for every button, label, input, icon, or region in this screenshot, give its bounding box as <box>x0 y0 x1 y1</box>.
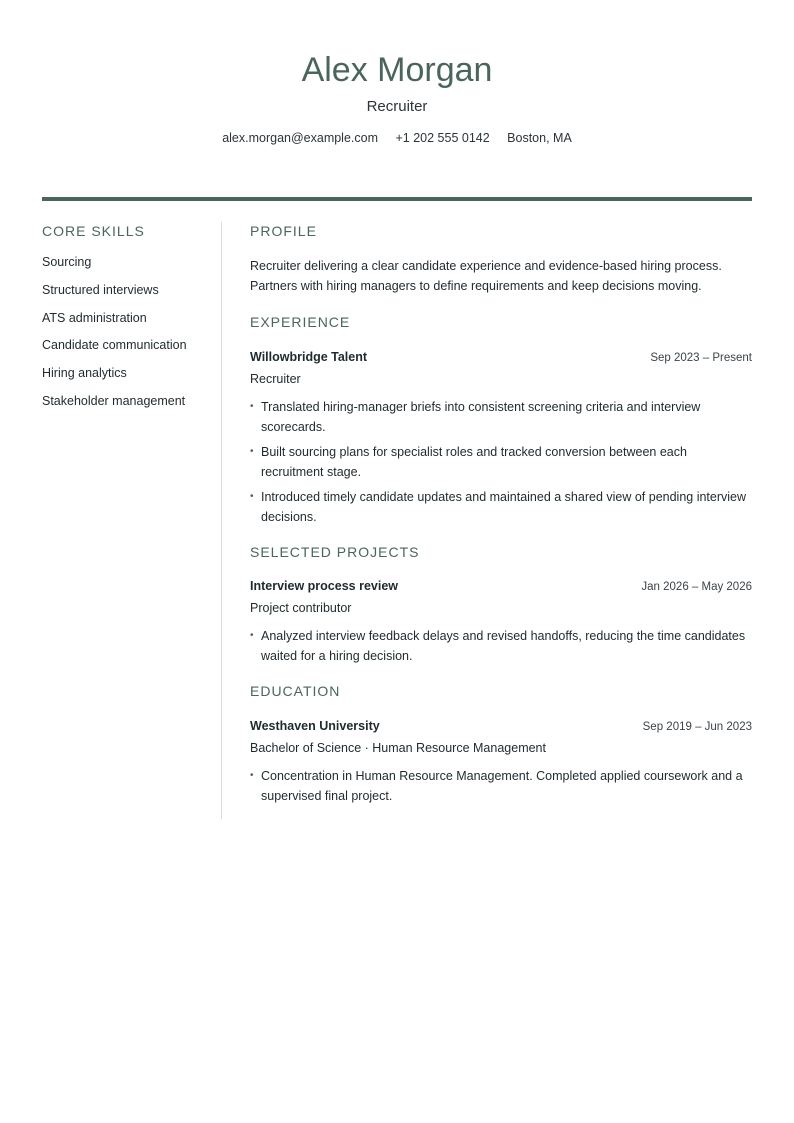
projects-heading: SELECTED PROJECTS <box>250 544 420 560</box>
profile-heading: PROFILE <box>250 223 317 239</box>
bullet-dot-icon: • <box>250 630 254 641</box>
education-heading: EDUCATION <box>250 683 341 699</box>
sidebar <box>42 222 212 421</box>
projects-section <box>250 543 752 666</box>
education-section <box>250 682 752 806</box>
entry-dates: Sep 2019 – Jun 2023 <box>642 721 752 733</box>
candidate-title: Recruiter <box>366 98 428 115</box>
core-skills-heading: CORE SKILLS <box>42 223 145 239</box>
bullet-dot-icon: • <box>250 770 254 781</box>
bullet-list <box>250 766 752 806</box>
skill-item: Sourcing <box>42 255 92 269</box>
bullet-text: Introduced timely candidate updates and maintained a shared view of pending interview decisions. <box>261 490 747 524</box>
bullet-text: Analyzed interview feedback delays and revised handoffs, reducing the time candidates waited for a hiring decision. <box>261 629 746 663</box>
entry-header <box>250 578 752 595</box>
entry-header <box>250 718 752 735</box>
project-name: Interview process review <box>250 579 398 593</box>
bullet-dot-icon: • <box>250 401 254 412</box>
degree: Bachelor of Science · Human Resource Management <box>250 741 546 755</box>
bullet-text: Translated hiring-manager briefs into consistent screening criteria and interview scorecards. <box>261 400 701 434</box>
skill-item: Stakeholder management <box>42 393 186 408</box>
bullet-item <box>250 487 752 527</box>
profile-line-1: Recruiter delivering a clear candidate experience and evidence-based hiring process. <box>250 259 722 273</box>
header-divider <box>42 197 752 201</box>
candidate-name: Alex Morgan <box>301 51 493 89</box>
bullet-dot-icon: • <box>250 491 254 502</box>
contact-location: Boston, MA <box>507 131 572 145</box>
contact-phone[interactable]: +1 202 555 0142 <box>395 131 490 145</box>
bullet-dot-icon: • <box>250 446 254 457</box>
bullet-item <box>250 626 752 666</box>
contact-line <box>0 130 794 146</box>
experience-heading: EXPERIENCE <box>250 314 351 330</box>
bullet-item <box>250 766 752 806</box>
entry-dates: Sep 2023 – Present <box>650 352 752 364</box>
entry-dates: Jan 2026 – May 2026 <box>641 581 752 593</box>
main-column <box>250 222 752 811</box>
bullet-list <box>250 397 752 527</box>
school-name: Westhaven University <box>250 719 380 733</box>
job-role: Recruiter <box>250 372 301 386</box>
bullet-text: Built sourcing plans for specialist roles and tracked conversion between each recruitment stage. <box>261 445 687 479</box>
experience-section <box>250 313 752 527</box>
bullet-item <box>250 442 752 482</box>
bullet-list <box>250 626 752 666</box>
bullet-item <box>250 397 752 437</box>
skills-list <box>42 254 212 409</box>
project-entry <box>250 578 752 666</box>
skill-item: Hiring analytics <box>42 366 127 381</box>
profile-line-2: Partners with hiring managers to define requirements and keep decisions moving. <box>250 279 702 293</box>
profile-section <box>250 222 752 296</box>
skill-item: ATS administration <box>42 310 147 325</box>
skill-item: Candidate communication <box>42 338 187 353</box>
bullet-text: Concentration in Human Resource Management. Completed applied coursework and a supervised final project. <box>261 769 743 803</box>
employer-name: Willowbridge Talent <box>250 350 368 364</box>
education-entry <box>250 718 752 806</box>
profile-summary <box>250 256 752 296</box>
project-role: Project contributor <box>250 601 352 615</box>
column-divider <box>221 222 222 819</box>
contact-email[interactable]: alex.morgan@example.com <box>222 131 378 145</box>
skill-item: Structured interviews <box>42 282 159 297</box>
entry-header <box>250 349 752 366</box>
experience-entry <box>250 349 752 527</box>
